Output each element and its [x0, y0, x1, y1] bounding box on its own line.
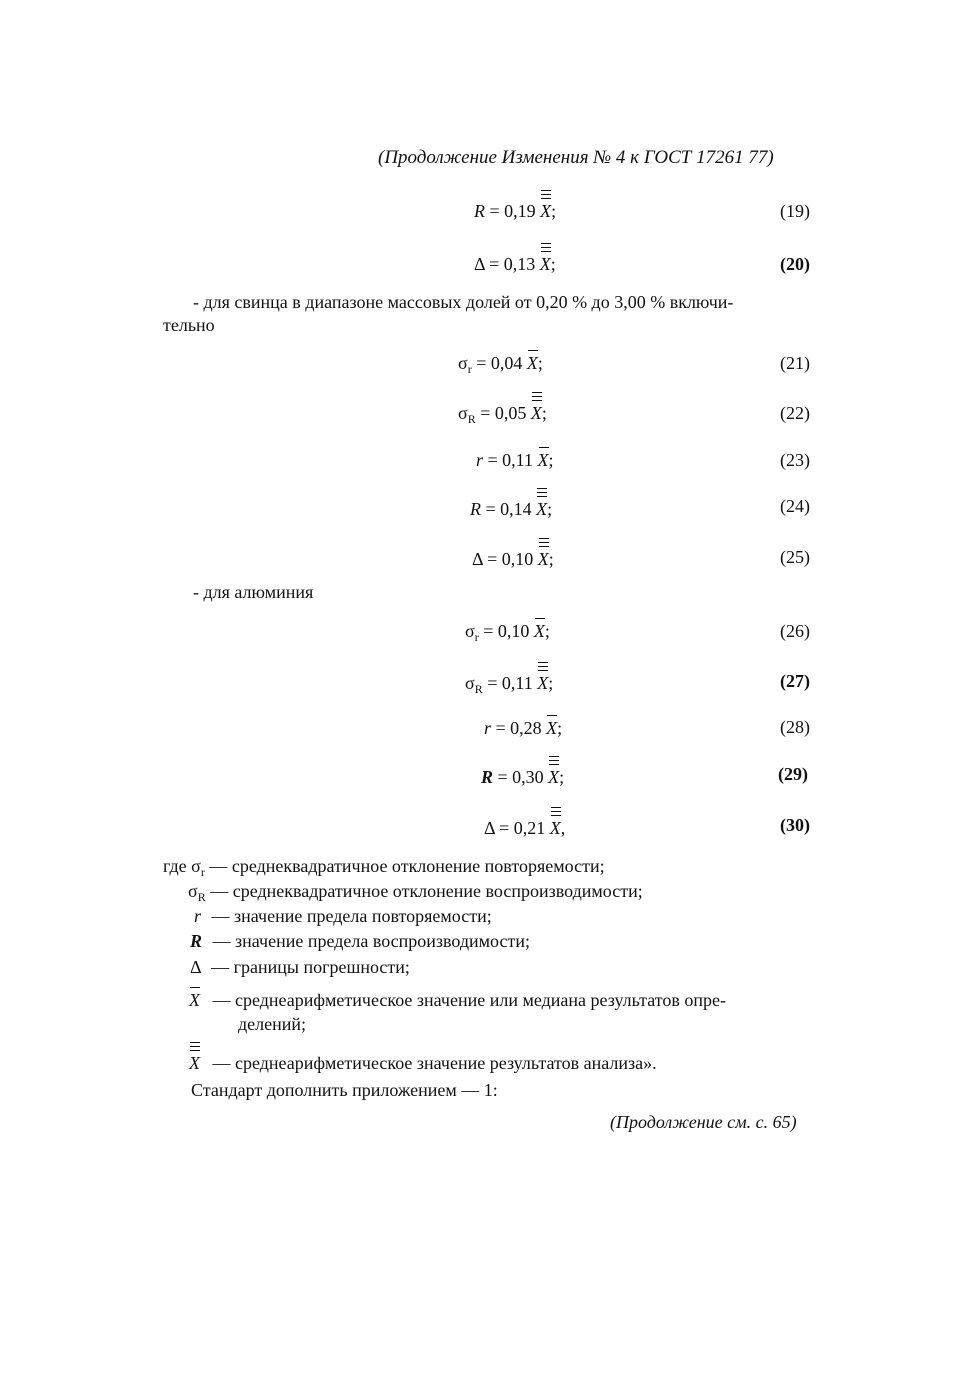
legend-symbol: σ — [188, 881, 198, 901]
closing-line: Стандарт дополнить приложением — 1: — [191, 1080, 498, 1100]
equation-lhs: r — [484, 718, 492, 738]
x-bar-symbol: X — [537, 450, 549, 470]
continuation-footer: (Продолжение см. с. 65) — [610, 1112, 797, 1132]
equation-value: = 0,13 — [489, 254, 536, 274]
paragraph-lead-cont: тельно — [163, 315, 215, 335]
equation-number: (20) — [780, 254, 810, 274]
legend-item-delta — [190, 957, 410, 978]
legend-text: — границы погрешности; — [211, 957, 410, 977]
equation-value: = 0,04 — [476, 353, 523, 373]
legend-text: — среднеарифметическое значение результатов анализа». — [212, 1053, 657, 1073]
legend-text: — среднеквадратичное отклонение повторяемости; — [209, 856, 605, 876]
legend-item-R — [190, 931, 530, 952]
equation-21 — [458, 353, 543, 377]
equation-28 — [484, 718, 562, 739]
equation-25 — [472, 549, 554, 570]
x-bar-symbol: X — [526, 353, 538, 373]
equation-tail: ; — [557, 718, 563, 738]
paragraph-lead: - для свинца в диапазоне массовых долей от 0,20 % до 3,00 % включи- — [193, 292, 734, 312]
equation-tail: ; — [547, 499, 553, 519]
x-double-bar-symbol: X — [537, 549, 549, 569]
legend-symbol-sub: R — [197, 890, 206, 904]
legend-text: — значение предела воспроизводимости; — [212, 931, 530, 951]
equation-number: (30) — [780, 815, 810, 835]
legend-text: — значение предела повторяемости; — [211, 906, 492, 926]
x-double-bar-symbol: X — [540, 201, 552, 221]
legend-symbol: r — [194, 906, 202, 926]
x-double-bar-symbol: X — [189, 1053, 200, 1073]
equation-lhs: R — [481, 767, 494, 787]
equation-tail: ; — [541, 403, 547, 423]
equation-tail: , — [560, 818, 566, 838]
equation-30 — [484, 818, 565, 839]
equation-lhs: σ — [465, 673, 475, 693]
equation-tail: ; — [548, 549, 554, 569]
equation-number: (24) — [780, 496, 810, 516]
equation-tail: ; — [551, 201, 557, 221]
equation-tail: ; — [548, 450, 554, 470]
equation-20 — [474, 254, 556, 275]
equation-value: = 0,19 — [489, 201, 536, 221]
equation-lhs-sub: R — [474, 682, 483, 696]
equation-27 — [465, 673, 553, 697]
equation-value: = 0,05 — [480, 403, 527, 423]
equation-lhs: r — [476, 450, 484, 470]
equation-26 — [465, 621, 550, 645]
equation-number: (22) — [780, 403, 810, 423]
legend-item-x-bar-cont: делений; — [238, 1014, 307, 1034]
x-bar-symbol: X — [189, 990, 200, 1010]
equation-tail: ; — [548, 673, 554, 693]
legend-item-x-bar — [189, 990, 726, 1011]
legend-text: — среднеквадратичное отклонение воспроизводимости; — [210, 881, 643, 901]
aluminium-lead: - для алюминия — [193, 582, 314, 602]
equation-number: (23) — [780, 450, 810, 470]
equation-number: (26) — [780, 621, 810, 641]
x-double-bar-symbol: X — [537, 673, 549, 693]
equation-lhs: Δ — [472, 549, 483, 569]
legend-where: где — [163, 856, 187, 876]
equation-number: (29) — [778, 764, 808, 784]
equation-lhs: R — [470, 499, 481, 519]
equation-tail: ; — [550, 254, 556, 274]
x-bar-symbol: X — [533, 621, 545, 641]
x-bar-symbol: X — [546, 718, 558, 738]
equation-19 — [474, 201, 556, 222]
legend-symbol-sub: r — [200, 865, 205, 879]
legend-item-x-double-bar — [189, 1053, 657, 1074]
equation-number: (27) — [780, 671, 810, 691]
equation-tail: ; — [544, 621, 550, 641]
equation-lhs: Δ — [484, 818, 495, 838]
equation-tail: ; — [537, 353, 543, 373]
equation-tail: ; — [559, 767, 565, 787]
equation-23 — [476, 450, 554, 471]
equation-value: = 0,10 — [487, 549, 534, 569]
x-double-bar-symbol: X — [548, 767, 560, 787]
legend-text: — среднеарифметическое значение или медиана результатов опре- — [212, 990, 727, 1010]
equation-value: = 0,11 — [487, 450, 533, 470]
equation-number: (25) — [780, 547, 810, 567]
legend-symbol: R — [190, 931, 203, 951]
legend-item-r — [194, 906, 492, 927]
equation-lhs-sub: r — [467, 362, 472, 376]
legend-symbol: Δ — [190, 957, 201, 977]
equation-value: = 0,11 — [487, 673, 533, 693]
equation-lhs: R — [474, 201, 485, 221]
x-double-bar-symbol: X — [530, 403, 542, 423]
equation-number: (21) — [780, 353, 810, 373]
x-double-bar-symbol: X — [536, 499, 548, 519]
equation-29 — [481, 767, 564, 788]
equation-lhs-sub: r — [474, 630, 479, 644]
equation-number: (19) — [780, 201, 810, 221]
equation-lhs: Δ — [474, 254, 485, 274]
legend-symbol: σ — [191, 856, 201, 876]
equation-lhs-sub: R — [467, 412, 476, 426]
equation-24 — [470, 499, 552, 520]
equation-number: (28) — [780, 717, 810, 737]
x-double-bar-symbol: X — [549, 818, 561, 838]
equation-value: = 0,10 — [483, 621, 530, 641]
equation-value: = 0,14 — [485, 499, 532, 519]
x-double-bar-symbol: X — [539, 254, 551, 274]
equation-lhs: σ — [465, 621, 475, 641]
equation-value: = 0,28 — [495, 718, 542, 738]
legend-item-sigma-r — [163, 856, 605, 880]
equation-lhs: σ — [458, 403, 468, 423]
legend-item-sigma-R — [188, 881, 643, 905]
running-header: (Продолжение Изменения № 4 к ГОСТ 17261 77) — [378, 147, 774, 168]
equation-lhs: σ — [458, 353, 468, 373]
equation-value: = 0,30 — [497, 767, 544, 787]
equation-value: = 0,21 — [499, 818, 546, 838]
equation-22 — [458, 403, 547, 427]
